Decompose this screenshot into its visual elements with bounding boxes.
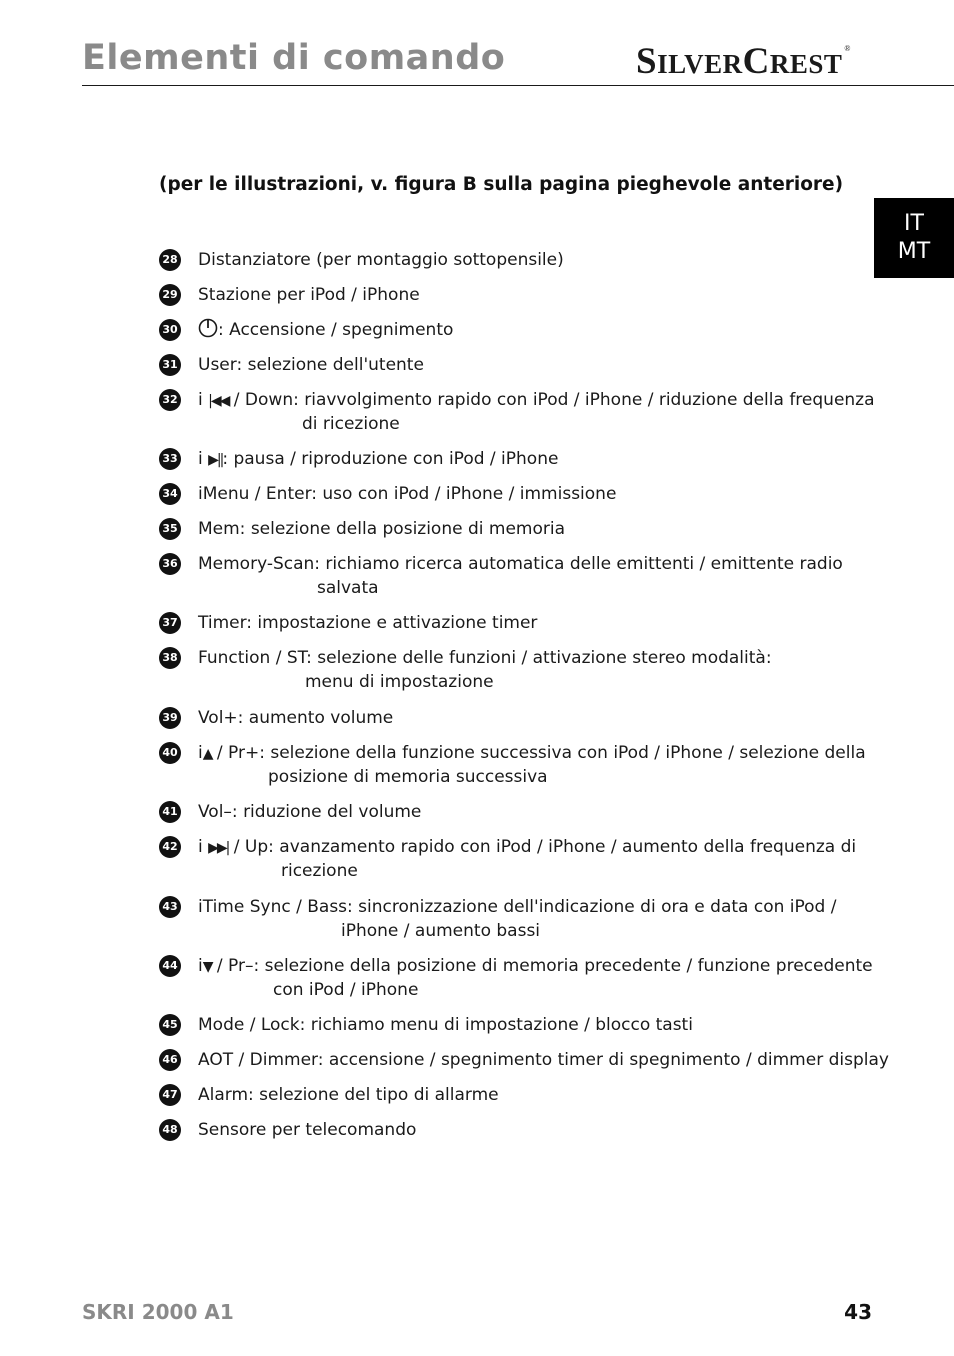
item-text-continued: posizione di memoria successiva [268, 767, 548, 787]
item-number-badge: 34 [159, 483, 181, 505]
item-text-continued: ricezione [281, 861, 358, 881]
item-text: Mem: selezione della posizione di memoria [198, 519, 566, 539]
item-text: / Up: avanzamento rapido con iPod / iPhone / aumento della frequenza di [233, 837, 857, 857]
item-text: User: selezione dell'utente [198, 355, 424, 375]
item-text: Alarm: selezione del tipo di allarme [198, 1085, 499, 1105]
item-number-badge: 45 [159, 1014, 181, 1036]
intro-note: (per le illustrazioni, v. figura B sulla pagina pieghevole anteriore) [159, 174, 844, 195]
item-number-badge: 35 [159, 518, 181, 540]
power-icon [198, 318, 218, 338]
play-pause-icon: ▶|| [208, 452, 223, 468]
item-text: : Accensione / spegnimento [218, 320, 454, 340]
brand-logo: SILVERCREST® [636, 41, 851, 82]
item-text: : pausa / riproduzione con iPod / iPhone [222, 449, 559, 469]
item-text: iTime Sync / Bass: sincronizzazione dell'indicazione di ora e data con iPod / [198, 897, 837, 917]
item-text: / Down: riavvolgimento rapido con iPod / iPhone / riduzione della frequenza [233, 390, 875, 410]
item-text: / Pr–: selezione della posizione di memoria precedente / funzione precedente [216, 956, 873, 976]
language-code-it: IT [904, 211, 924, 236]
item-text: iMenu / Enter: uso con iPod / iPhone / immissione [198, 484, 617, 504]
item-number-badge: 31 [159, 354, 181, 376]
item-number-badge: 29 [159, 284, 181, 306]
item-text: Sensore per telecomando [198, 1120, 417, 1140]
item-number-badge: 46 [159, 1049, 181, 1071]
item-number-badge: 44 [159, 955, 181, 977]
fast-forward-icon: ▶▶| [208, 840, 229, 856]
arrow-down-icon: ▼ [202, 959, 212, 975]
item-text: Memory-Scan: richiamo ricerca automatica delle emittenti / emittente radio [198, 554, 843, 574]
item-number-badge: 38 [159, 647, 181, 669]
page-title: Elementi di comando [82, 38, 506, 78]
item-number-badge: 48 [159, 1119, 181, 1141]
item-number-badge: 32 [159, 389, 181, 411]
item-number-badge: 28 [159, 249, 181, 271]
item-text: AOT / Dimmer: accensione / spegnimento timer di spegnimento / dimmer display [198, 1050, 889, 1070]
item-text-continued: di ricezione [302, 414, 400, 434]
footer-page-number: 43 [844, 1300, 872, 1324]
item-text: / Pr+: selezione della funzione successiva con iPod / iPhone / selezione della [216, 743, 866, 763]
arrow-up-icon: ▲ [202, 746, 212, 762]
item-text: Mode / Lock: richiamo menu di impostazione / blocco tasti [198, 1015, 693, 1035]
item-text-continued: salvata [317, 578, 379, 598]
item-text: Timer: impostazione e attivazione timer [198, 613, 538, 633]
item-number-badge: 47 [159, 1084, 181, 1106]
item-text: Stazione per iPod / iPhone [198, 285, 420, 305]
item-text: Vol+: aumento volume [198, 708, 394, 728]
item-text: Function / ST: selezione delle funzioni / attivazione stereo modalità: [198, 648, 772, 668]
item-number-badge: 33 [159, 448, 181, 470]
item-text: Distanziatore (per montaggio sottopensile) [198, 250, 564, 270]
item-number-badge: 41 [159, 801, 181, 823]
item-number-badge: 40 [159, 742, 181, 764]
control-elements-list: 28 Distanziatore (per montaggio sottopensile) 29 Stazione per iPod / iPhone 30 : Accensione / spegnimento 31 User: selezione dell'utente 32 i |◀◀ / Down: riavvolgimento rapido con iPod / iPhone / riduzione della frequenza di ricezione 33 i ▶||: pausa / riproduzione con iPod / iPhone 34 iMenu / Enter: uso con iPod / iPhone / immissione 35 Mem: selezione della posizione di memoria 36 Memory-Scan: richiamo ricerca automatica delle emittenti / emittente radio salvata 37 Timer: impostazione e attivazione timer 38 Function / ST: selezione delle funzioni / attivazione stereo modalità: menu di impostazione 39 Vol+: aumento volume 40 i▲ / Pr+: selezione della funzione successiva con iPod / iPhone / selezione della posizione di memoria successiva 41 Vol–: riduzione del volume 42 i ▶▶| / Up: avanzamento rapido con iPod / iPhone / aumento della frequenza di ricezione 43 iTime Sync / Bass: sincronizzazione dell'indicazione di ora e data con iPod / iPhone / aumento bassi 44 i▼ / Pr–: selezione della posizione di memoria precedente / funzione precedente con iPod / iPhone 45 Mode / Lock: richiamo menu di impostazione / blocco tasti 46 AOT / Dimmer: accensione / spegnimento timer di spegnimento / dimmer display 47 Alarm: selezione del tipo di allarme 48 Sensore per telecomando [0, 0, 954, 1356]
rewind-icon: |◀◀ [208, 393, 229, 409]
item-number-badge: 30 [159, 319, 181, 341]
item-text-continued: con iPod / iPhone [273, 980, 419, 1000]
item-text: Vol–: riduzione del volume [198, 802, 422, 822]
item-text-continued: iPhone / aumento bassi [341, 921, 541, 941]
item-number-badge: 36 [159, 553, 181, 575]
item-number-badge: 42 [159, 836, 181, 858]
item-number-badge: 39 [159, 707, 181, 729]
language-code-mt: MT [897, 239, 931, 264]
item-number-badge: 37 [159, 612, 181, 634]
footer-model-number: SKRI 2000 A1 [82, 1300, 234, 1324]
item-text-continued: menu di impostazione [305, 672, 494, 692]
item-number-badge: 43 [159, 896, 181, 918]
